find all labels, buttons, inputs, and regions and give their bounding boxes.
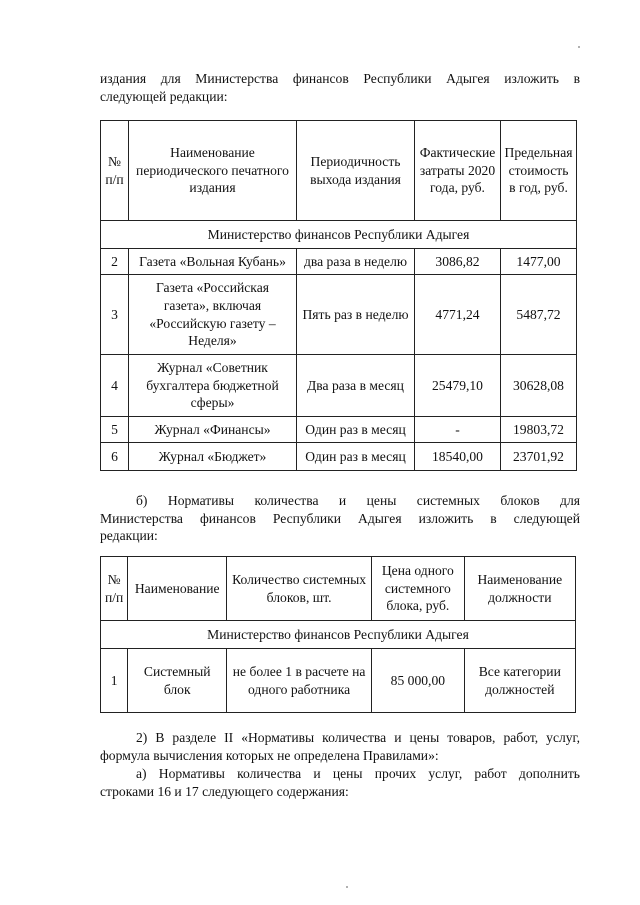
- paragraph-b-line-3: редакции:: [100, 528, 158, 544]
- table-row: [101, 649, 576, 713]
- row-price: 85 000,00: [372, 649, 464, 713]
- table-row: [101, 275, 577, 355]
- header-name: Наименование периодического печатного издания: [129, 121, 297, 221]
- row-periodicity: Пять раз в неделю: [297, 275, 415, 355]
- row-periodicity: Один раз в месяц: [297, 443, 415, 471]
- row-limit: 19803,72: [501, 417, 577, 443]
- header-quantity: Количество системных блоков, шт.: [227, 557, 372, 621]
- row-limit: 23701,92: [501, 443, 577, 471]
- row-quantity: не более 1 в расчете на одного работника: [227, 649, 372, 713]
- paragraph-2-line-2: формула вычисления которых не определена Правилами»:: [100, 747, 439, 763]
- paragraph-b: [100, 492, 580, 545]
- paragraph-a-line-1: а) Нормативы количества и цены прочих услуг, работ дополнить: [136, 766, 580, 781]
- paragraph-a-line-2: строками 16 и 17 следующего содержания:: [100, 783, 349, 799]
- row-periodicity: Один раз в месяц: [297, 417, 415, 443]
- section-title: Министерство финансов Республики Адыгея: [101, 221, 577, 249]
- row-name: Системный блок: [128, 649, 227, 713]
- row-num: 2: [101, 249, 129, 275]
- intro-line-1: издания для Министерства финансов Республики Адыгея изложить в: [100, 71, 580, 86]
- header-num: № п/п: [101, 557, 128, 621]
- table-section-row: [101, 221, 577, 249]
- header-periodicity: Периодичность выхода издания: [297, 121, 415, 221]
- row-position: Все категории должностей: [464, 649, 575, 713]
- row-num: 1: [101, 649, 128, 713]
- table-section-row: [101, 621, 576, 649]
- paragraph-b-line-1: б) Нормативы количества и цены системных блоков для: [136, 493, 580, 508]
- paragraph-2-line-1: 2) В разделе II «Нормативы количества и цены товаров, работ, услуг,: [136, 730, 580, 745]
- row-name: Газета «Вольная Кубань»: [129, 249, 297, 275]
- row-actual: 4771,24: [415, 275, 501, 355]
- header-position: Наименование должности: [464, 557, 575, 621]
- table-row: [101, 417, 577, 443]
- table-row: [101, 249, 577, 275]
- scan-speck: [578, 46, 580, 48]
- section-title: Министерство финансов Республики Адыгея: [101, 621, 576, 649]
- table-row: [101, 443, 577, 471]
- intro-paragraph: [100, 70, 580, 105]
- paragraph-a: [100, 765, 580, 800]
- row-periodicity: Два раза в месяц: [297, 355, 415, 417]
- row-name: Газета «Российская газета», включая «Российскую газету – Неделя»: [129, 275, 297, 355]
- paragraph-b-line-2: Министерства финансов Республики Адыгея изложить в следующей: [100, 510, 580, 526]
- table-header-row: [101, 557, 576, 621]
- periodicals-table: [100, 120, 577, 471]
- row-num: 5: [101, 417, 129, 443]
- row-actual: 18540,00: [415, 443, 501, 471]
- paragraph-2: [100, 729, 580, 764]
- system-blocks-table: [100, 556, 576, 713]
- row-num: 4: [101, 355, 129, 417]
- header-limit-cost: Предельная стоимость в год, руб.: [501, 121, 577, 221]
- row-limit: 30628,08: [501, 355, 577, 417]
- row-limit: 5487,72: [501, 275, 577, 355]
- header-actual-costs: Фактические затраты 2020 года, руб.: [415, 121, 501, 221]
- scan-speck: [346, 886, 348, 888]
- row-num: 3: [101, 275, 129, 355]
- header-name: Наименование: [128, 557, 227, 621]
- row-limit: 1477,00: [501, 249, 577, 275]
- row-name: Журнал «Бюджет»: [129, 443, 297, 471]
- header-price: Цена одного системного блока, руб.: [372, 557, 464, 621]
- header-num: № п/п: [101, 121, 129, 221]
- row-num: 6: [101, 443, 129, 471]
- row-periodicity: два раза в неделю: [297, 249, 415, 275]
- table-header-row: [101, 121, 577, 221]
- row-actual: -: [415, 417, 501, 443]
- row-name: Журнал «Финансы»: [129, 417, 297, 443]
- table-row: [101, 355, 577, 417]
- row-name: Журнал «Советник бухгалтера бюджетной сферы»: [129, 355, 297, 417]
- intro-line-2: следующей редакции:: [100, 88, 228, 104]
- row-actual: 3086,82: [415, 249, 501, 275]
- row-actual: 25479,10: [415, 355, 501, 417]
